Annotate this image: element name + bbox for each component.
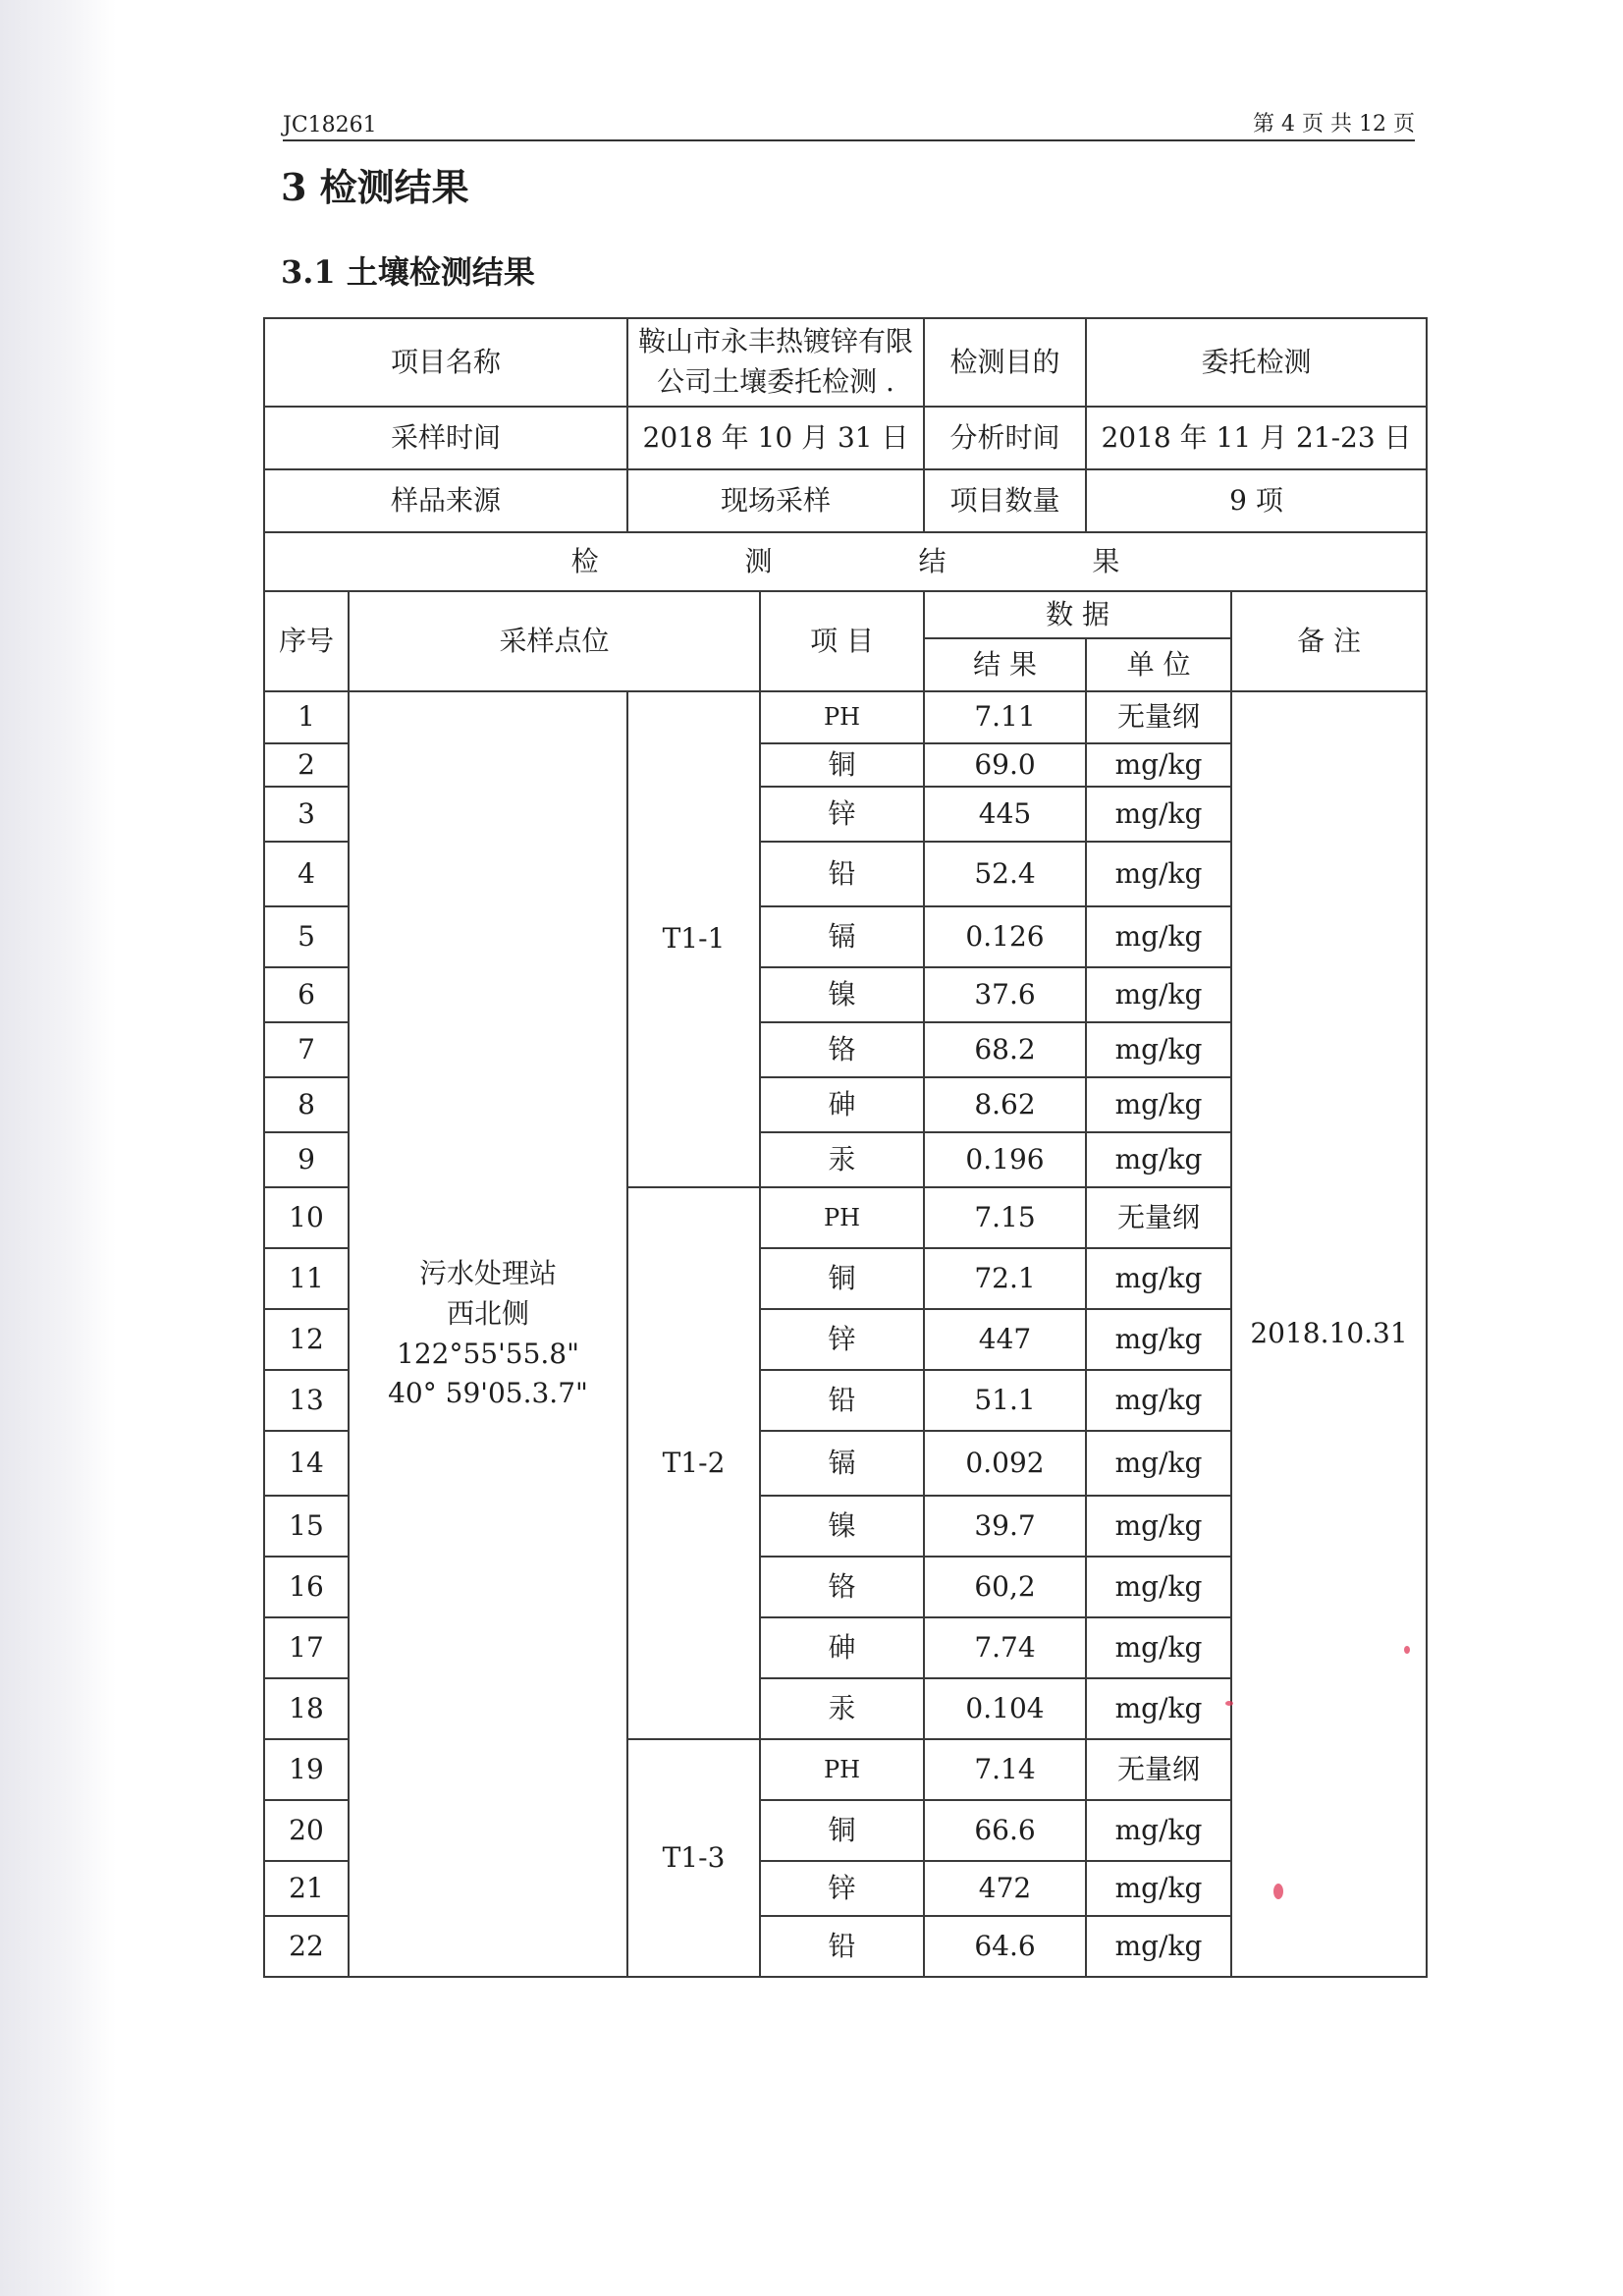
row-unit: mg/kg bbox=[1086, 1678, 1231, 1739]
project-name-label: 项目名称 bbox=[264, 318, 627, 407]
row-seq: 20 bbox=[264, 1800, 349, 1861]
row-item: 铜 bbox=[760, 743, 924, 787]
subsection-heading: 3.1 土壤检测结果 bbox=[281, 253, 535, 291]
row-seq: 16 bbox=[264, 1557, 349, 1617]
row-item: 铅 bbox=[760, 842, 924, 906]
sampling-location bbox=[349, 691, 627, 1977]
location-line: 污水处理站 bbox=[419, 1257, 558, 1290]
col-location-header: 采样点位 bbox=[349, 591, 760, 691]
row-item: 锌 bbox=[760, 1861, 924, 1916]
row-result: 52.4 bbox=[924, 842, 1086, 906]
row-result: 72.1 bbox=[924, 1248, 1086, 1309]
row-item: 汞 bbox=[760, 1132, 924, 1187]
page-info: 第 4 页 共 12 页 bbox=[1253, 112, 1415, 137]
row-unit: 无量纲 bbox=[1086, 1739, 1231, 1800]
row-seq: 15 bbox=[264, 1496, 349, 1557]
purpose-value: 委托检测 bbox=[1086, 318, 1427, 407]
row-item: 铬 bbox=[760, 1022, 924, 1077]
row-unit: mg/kg bbox=[1086, 967, 1231, 1022]
project-name-value: 鞍山市永丰热镀锌有限公司土壤委托检测 . bbox=[627, 318, 924, 407]
row-item: 汞 bbox=[760, 1678, 924, 1739]
item-count-label: 项目数量 bbox=[924, 469, 1086, 532]
row-seq: 13 bbox=[264, 1370, 349, 1431]
row-unit: mg/kg bbox=[1086, 1496, 1231, 1557]
row-unit: mg/kg bbox=[1086, 1557, 1231, 1617]
row-unit: mg/kg bbox=[1086, 1022, 1231, 1077]
row-item: PH bbox=[760, 1187, 924, 1248]
row-result: 37.6 bbox=[924, 967, 1086, 1022]
row-item: 砷 bbox=[760, 1617, 924, 1678]
location-line: 122°55'55.8" bbox=[397, 1337, 579, 1370]
row-result: 8.62 bbox=[924, 1077, 1086, 1132]
row-seq: 17 bbox=[264, 1617, 349, 1678]
row-item: 镉 bbox=[760, 1431, 924, 1496]
row-unit: mg/kg bbox=[1086, 1431, 1231, 1496]
row-seq: 21 bbox=[264, 1861, 349, 1916]
row-result: 0.104 bbox=[924, 1678, 1086, 1739]
row-unit: mg/kg bbox=[1086, 1916, 1231, 1977]
row-result: 0.196 bbox=[924, 1132, 1086, 1187]
sampling-time-label: 采样时间 bbox=[264, 407, 627, 469]
row-seq: 1 bbox=[264, 691, 349, 743]
row-result: 51.1 bbox=[924, 1370, 1086, 1431]
row-item: 铅 bbox=[760, 1916, 924, 1977]
row-seq: 10 bbox=[264, 1187, 349, 1248]
row-seq: 11 bbox=[264, 1248, 349, 1309]
col-result-header: 结 果 bbox=[924, 638, 1086, 691]
row-result: 68.2 bbox=[924, 1022, 1086, 1077]
row-seq: 7 bbox=[264, 1022, 349, 1077]
row-seq: 8 bbox=[264, 1077, 349, 1132]
analysis-time-label: 分析时间 bbox=[924, 407, 1086, 469]
remark-value: 2018.10.31 bbox=[1231, 691, 1427, 1977]
sampling-point: T1-2 bbox=[627, 1187, 760, 1739]
row-result: 69.0 bbox=[924, 743, 1086, 787]
row-seq: 22 bbox=[264, 1916, 349, 1977]
row-seq: 14 bbox=[264, 1431, 349, 1496]
row-result: 64.6 bbox=[924, 1916, 1086, 1977]
row-result: 7.15 bbox=[924, 1187, 1086, 1248]
row-item: 铅 bbox=[760, 1370, 924, 1431]
row-seq: 19 bbox=[264, 1739, 349, 1800]
info-row-time bbox=[264, 407, 1427, 469]
red-ink-mark bbox=[1273, 1884, 1283, 1899]
col-remark-header: 备 注 bbox=[1231, 591, 1427, 691]
column-header-row bbox=[264, 591, 1427, 638]
results-title-row bbox=[264, 532, 1427, 591]
red-ink-mark bbox=[1225, 1701, 1233, 1706]
row-result: 0.126 bbox=[924, 906, 1086, 967]
section-heading: 3 检测结果 bbox=[281, 165, 469, 209]
row-unit: mg/kg bbox=[1086, 1309, 1231, 1370]
row-result: 7.14 bbox=[924, 1739, 1086, 1800]
doc-code: JC18261 bbox=[283, 113, 377, 137]
row-unit: mg/kg bbox=[1086, 1077, 1231, 1132]
soil-results-table bbox=[263, 317, 1428, 1978]
row-unit: mg/kg bbox=[1086, 1800, 1231, 1861]
row-unit: mg/kg bbox=[1086, 1861, 1231, 1916]
item-count-value: 9 项 bbox=[1086, 469, 1427, 532]
row-item: 锌 bbox=[760, 787, 924, 842]
row-unit: mg/kg bbox=[1086, 906, 1231, 967]
row-result: 39.7 bbox=[924, 1496, 1086, 1557]
col-data-header: 数 据 bbox=[924, 591, 1231, 638]
sampling-point: T1-3 bbox=[627, 1739, 760, 1977]
row-item: 铜 bbox=[760, 1800, 924, 1861]
location-line: 西北侧 bbox=[447, 1296, 530, 1330]
row-unit: mg/kg bbox=[1086, 1617, 1231, 1678]
row-unit: mg/kg bbox=[1086, 743, 1231, 787]
row-item: 铜 bbox=[760, 1248, 924, 1309]
row-seq: 3 bbox=[264, 787, 349, 842]
row-seq: 4 bbox=[264, 842, 349, 906]
analysis-time-value: 2018 年 11 月 21-23 日 bbox=[1086, 407, 1427, 469]
row-item: 铬 bbox=[760, 1557, 924, 1617]
row-seq: 18 bbox=[264, 1678, 349, 1739]
row-item: 锌 bbox=[760, 1309, 924, 1370]
row-unit: mg/kg bbox=[1086, 842, 1231, 906]
col-unit-header: 单 位 bbox=[1086, 638, 1231, 691]
row-result: 447 bbox=[924, 1309, 1086, 1370]
info-row-project bbox=[264, 318, 1427, 407]
results-title: 检 测 结 果 bbox=[264, 532, 1427, 591]
sample-source-label: 样品来源 bbox=[264, 469, 627, 532]
row-item: 镍 bbox=[760, 967, 924, 1022]
location-line: 40° 59'05.3.7" bbox=[388, 1377, 588, 1410]
col-seq-header: 序号 bbox=[264, 591, 349, 691]
page-header bbox=[283, 110, 1415, 141]
sample-source-value: 现场采样 bbox=[627, 469, 924, 532]
col-item-header: 项 目 bbox=[760, 591, 924, 691]
purpose-label: 检测目的 bbox=[924, 318, 1086, 407]
row-item: PH bbox=[760, 1739, 924, 1800]
table-row bbox=[264, 691, 1427, 743]
row-result: 66.6 bbox=[924, 1800, 1086, 1861]
row-result: 0.092 bbox=[924, 1431, 1086, 1496]
row-result: 7.11 bbox=[924, 691, 1086, 743]
row-item: 镍 bbox=[760, 1496, 924, 1557]
row-seq: 5 bbox=[264, 906, 349, 967]
row-result: 60,2 bbox=[924, 1557, 1086, 1617]
sampling-point: T1-1 bbox=[627, 691, 760, 1187]
row-unit: mg/kg bbox=[1086, 1370, 1231, 1431]
row-unit: 无量纲 bbox=[1086, 691, 1231, 743]
row-result: 472 bbox=[924, 1861, 1086, 1916]
row-seq: 6 bbox=[264, 967, 349, 1022]
row-item: 镉 bbox=[760, 906, 924, 967]
row-unit: mg/kg bbox=[1086, 1132, 1231, 1187]
row-item: PH bbox=[760, 691, 924, 743]
row-result: 7.74 bbox=[924, 1617, 1086, 1678]
info-row-source bbox=[264, 469, 1427, 532]
row-unit: mg/kg bbox=[1086, 787, 1231, 842]
row-seq: 12 bbox=[264, 1309, 349, 1370]
red-ink-mark bbox=[1404, 1646, 1410, 1654]
row-seq: 9 bbox=[264, 1132, 349, 1187]
row-unit: mg/kg bbox=[1086, 1248, 1231, 1309]
row-item: 砷 bbox=[760, 1077, 924, 1132]
row-result: 445 bbox=[924, 787, 1086, 842]
row-seq: 2 bbox=[264, 743, 349, 787]
sampling-time-value: 2018 年 10 月 31 日 bbox=[627, 407, 924, 469]
row-unit: 无量纲 bbox=[1086, 1187, 1231, 1248]
